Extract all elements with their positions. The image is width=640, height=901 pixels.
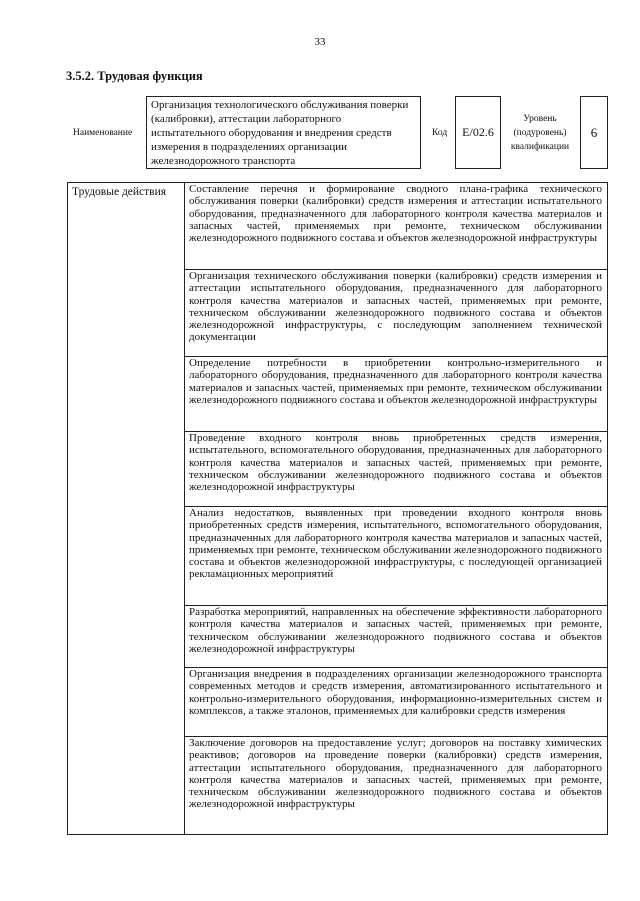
section-title: 3.5.2. Трудовая функция — [66, 69, 203, 83]
labor-actions-list — [185, 183, 607, 834]
labor-action-item: Проведение входного контроля вновь приобретенных средств измерения, испытательного, вспомогательного оборудования, предназначенных для лабораторного контроля качества материалов и запасных частей, применяемых при ремонте, техническом обслуживании железнодорожного подвижного состава и объектов железнодорожной инфраструктуры — [185, 432, 607, 507]
code-box: E/02.6 — [455, 96, 501, 169]
labor-action-item: Составление перечня и формирование сводного плана-графика технического обслуживания поверки (калибровки) средств измерения и аттестации испытательного оборудования, предназначенного для лабораторного контроля качества материалов и запасных частей, применяемых при ремонте, техническом обслуживании железнодорожного подвижного состава и объектов железнодорожной инфраструктуры — [185, 183, 607, 270]
labor-action-item: Организация внедрения в подразделениях организации железнодорожного транспорта современных методов и средств измерения, автоматизированного испытательного и контрольно-измерительного оборудования, информационно-измерительных систем и комплексов, а также эталонов, применяемых для калибровки средств измерения — [185, 668, 607, 737]
labor-action-item: Разработка мероприятий, направленных на обеспечение эффективности лабораторного контроля качества материалов и запасных частей, применяемых при ремонте, техническом обслуживании железнодорожного подвижного состава и объектов железнодорожной инфраструктуры — [185, 606, 607, 668]
qualification-level-box: 6 — [580, 96, 608, 169]
labor-actions-label: Трудовые действия — [68, 183, 185, 834]
labor-action-item: Анализ недостатков, выявленных при проведении входного контроля вновь приобретенных средств измерения, испытательного, вспомогательного оборудования, предназначенных для лабораторного контроля качества материалов и запасных частей, применяемых при ремонте, техническом обслуживании железнодорожного подвижного состава и объектов железнодорожной инфраструктуры, с последующей организацией рекламационных мероприятий — [185, 507, 607, 606]
labor-action-item: Заключение договоров на предоставление услуг; договоров на поставку химических реактивов; договоров на проведение поверки (калибровки) средств измерения, аттестации испытательного оборудования, предназначенного для лабораторного контроля качества материалов и запасных частей, применяемых при ремонте, техническом обслуживании железнодорожного подвижного состава и объектов железнодорожной инфраструктуры — [189, 737, 602, 811]
page-number: 33 — [314, 36, 326, 48]
qualification-level-label: Уровень (подуровень) квалификации — [510, 114, 570, 152]
labor-action-item: Определение потребности в приобретении контрольно-измерительного и лабораторного оборудования, предназначенного для лабораторного контроля качества материалов и запасных частей, применяемых при ремонте, техническом обслуживании железнодорожного подвижного состава и объектов железнодорожной инфраструктуры — [185, 357, 607, 432]
labor-actions-table — [67, 182, 608, 835]
labor-action-item: Организация технического обслуживания поверки (калибровки) средств измерения и аттестации испытательного оборудования, предназначенного для лабораторного контроля качества материалов и запасных частей, применяемых при ремонте, техническом обслуживании железнодорожного подвижного состава и объектов железнодорожной инфраструктуры, с последующим заполнением технической документации — [185, 270, 607, 357]
function-name-box: Организация технологического обслуживания поверки (калибровки), аттестации лабораторного испытательного оборудования и внедрения средств измерения в подразделениях организации железнодорожного транспорта — [146, 96, 421, 169]
code-label: Код — [432, 128, 448, 138]
name-label: Наименование — [73, 128, 133, 138]
